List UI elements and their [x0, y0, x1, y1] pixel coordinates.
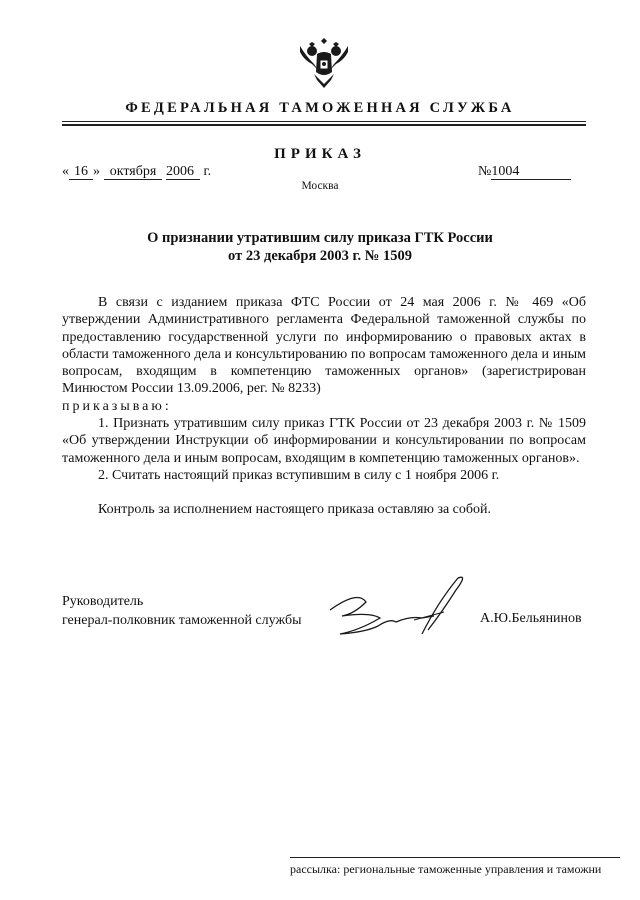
agency-name: ФЕДЕРАЛЬНАЯ ТАМОЖЕННАЯ СЛУЖБА [125, 100, 515, 116]
double-headed-eagle-emblem-icon [298, 34, 350, 90]
preamble-paragraph: В связи с изданием приказа ФТС России от 24 мая 2006 г. № 469 «Об утверждении Административного регламента Федеральной таможенной службы по предоставлению государственной услуги по информированию о правовых актах в области таможенного дела и консультированию по вопросам таможенного дела и иным вопросам, входящим в компетенцию таможенных органов» (зарегистрирован Минюстом России 13.09.2006, рег. № 8233) [62, 295, 586, 397]
signatory-position: Руководитель [62, 594, 144, 609]
date-quote-open: « [62, 164, 69, 179]
order-day: 16 [69, 165, 93, 180]
header-divider [62, 121, 586, 122]
control-paragraph: Контроль за исполнением настоящего приказа оставляю за собой. [98, 502, 492, 518]
order-year: 2006 [166, 165, 200, 180]
subject-line-1: О признании утратившим силу приказа ГТК России [147, 230, 493, 246]
year-suffix: г. [203, 164, 212, 179]
number-sign: № [478, 164, 492, 179]
issue-city: Москва [301, 180, 339, 192]
signatory-name: А.Ю.Бельянинов [480, 611, 582, 626]
signatory-rank: генерал-полковник таможенной службы [62, 613, 302, 628]
order-date [62, 164, 211, 180]
signatory-title [62, 592, 301, 630]
order-number-value: 1004 [491, 165, 571, 180]
document-type: ПРИКАЗ [274, 146, 366, 162]
order-item-1: 1. Признать утратившим силу приказ ГТК России от 23 декабря 2003 г. № 1509 «Об утверждении Инструкции об информировании и консультировании по вопросам таможенного дела и иным вопросам, входящим в компетенцию таможенных органов». [62, 416, 586, 466]
order-month: октября [104, 165, 162, 180]
order-number [478, 164, 571, 180]
order-word: приказываю: [62, 398, 172, 414]
subject-line-2: от 23 декабря 2003 г. № 1509 [228, 248, 412, 264]
date-quote-close: » [93, 164, 100, 179]
order-item-2: 2. Считать настоящий приказ вступившим в силу с 1 ноября 2006 г. [98, 467, 500, 483]
footer-divider [290, 857, 620, 858]
order-subject [0, 229, 640, 265]
distribution-note: рассылка: региональные таможенные управления и таможни [290, 862, 602, 876]
handwritten-signature [318, 572, 474, 642]
header-divider-thick [62, 124, 586, 126]
order-body [62, 294, 586, 519]
